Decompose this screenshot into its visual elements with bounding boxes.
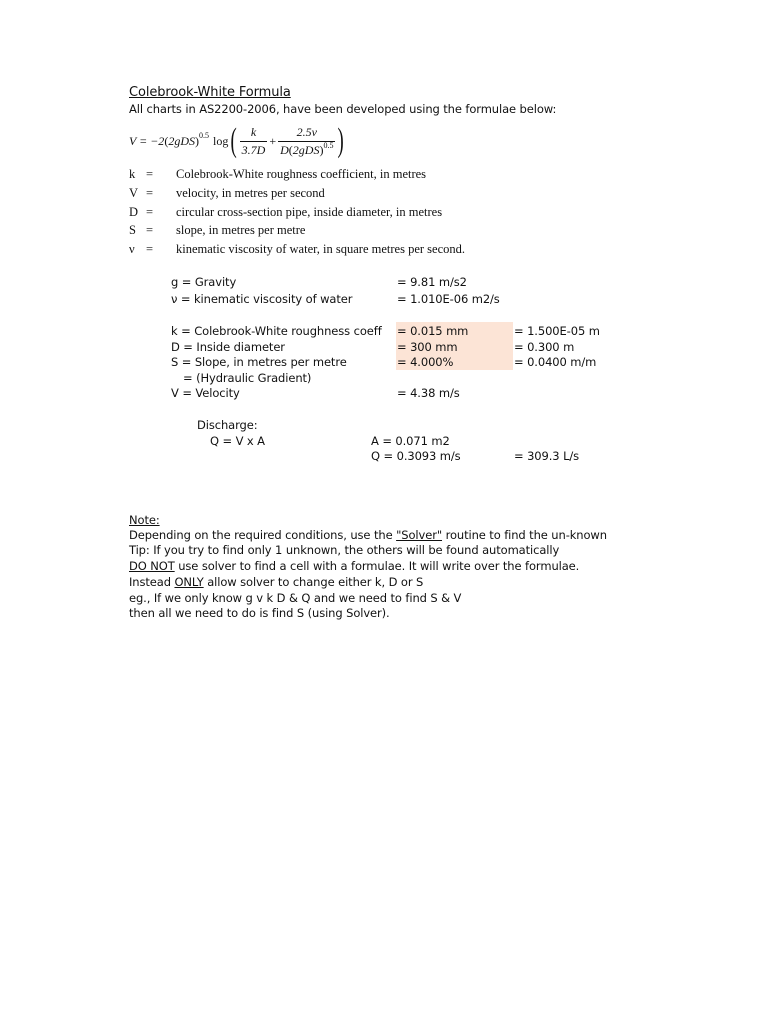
def-desc-v: velocity, in metres per second (176, 186, 325, 200)
def-sym-k: k (129, 167, 136, 181)
note-line-6: then all we need to do is find S (using Solver). (129, 606, 390, 620)
formula-big-paren-open: ( (230, 122, 238, 159)
do-not-emphasis: DO NOT (129, 559, 175, 573)
def-eq: = (146, 223, 154, 237)
formula-paren-open: ( (164, 133, 169, 148)
def-desc-k: Colebrook-White roughness coefficient, in metres (176, 167, 427, 181)
def-eq: = (146, 242, 154, 256)
velocity-label: V = Velocity (171, 386, 240, 400)
note-heading: Note: (129, 513, 160, 527)
fraction-2-denominator: $D(2gDS)^{0.5}$ (280, 140, 334, 157)
input-d-converted: = 0.300 m (514, 340, 575, 354)
def-desc-d: circular cross-section pipe, inside diameter, in metres (176, 205, 443, 219)
note-line-5: eg., If we only know g v k D & Q and we need to find S & V (129, 591, 462, 605)
def-desc-nu: kinematic viscosity of water, in square metres per second. (176, 242, 465, 256)
input-k-value[interactable]: = 0.015 mm (397, 324, 469, 338)
page-title: Colebrook-White Formula (129, 85, 291, 100)
fraction-2-numerator: 2.5ν (278, 125, 335, 142)
const-gravity-value: = 9.81 m/s2 (397, 275, 467, 289)
colebrook-formula (129, 119, 347, 163)
formula-log: log (212, 133, 229, 148)
fraction-1-denominator: 3.7D (241, 142, 266, 157)
note-line-3: DO NOT use solver to find a cell with a formulae. It will write over the formulae. (129, 559, 580, 573)
hydraulic-gradient-note: = (Hydraulic Gradient) (183, 371, 312, 385)
discharge-q: Q = 0.3093 m/s (371, 449, 461, 463)
discharge-formula: Q = V x A (210, 434, 265, 448)
const-viscosity-label: ν = kinematic viscosity of water (171, 292, 353, 306)
formula-lhs: V = −2 (129, 133, 165, 148)
formula-plus: + (269, 133, 277, 148)
formula-big-paren-close: ) (338, 122, 345, 159)
note-line-4: Instead ONLY allow solver to change either k, D or S (129, 575, 424, 589)
only-emphasis: ONLY (174, 575, 204, 589)
def-eq: = (146, 186, 154, 200)
formula-inner: 2gDS (168, 133, 195, 148)
const-viscosity-value: = 1.010E-06 m2/s (397, 292, 500, 306)
formula-fraction-2 (278, 125, 335, 158)
input-k-converted: = 1.500E-05 m (514, 324, 600, 338)
def-eq: = (146, 167, 154, 181)
solver-link: "Solver" (396, 528, 443, 542)
input-s-label: S = Slope, in metres per metre (171, 355, 347, 369)
input-s-value[interactable]: = 4.000% (397, 355, 454, 369)
note-line-2: Tip: If you try to find only 1 unknown, the others will be found automatically (129, 543, 560, 557)
def-sym-d: D (129, 205, 139, 219)
def-sym-nu: ν (129, 242, 135, 256)
formula-exponent: 0.5 (198, 130, 209, 140)
def-sym-v: V (129, 186, 139, 200)
const-gravity-label: g = Gravity (171, 275, 237, 289)
discharge-area: A = 0.071 m2 (371, 434, 450, 448)
note-line-1: Depending on the required conditions, use the "Solver" routine to find the un-known (129, 528, 607, 542)
def-sym-s: S (129, 223, 136, 237)
input-d-value[interactable]: = 300 mm (397, 340, 458, 354)
discharge-q-litres: = 309.3 L/s (514, 449, 580, 463)
formula-fraction-1 (240, 125, 268, 158)
def-desc-s: slope, in metres per metre (176, 223, 306, 237)
fraction-1-numerator: k (240, 125, 268, 142)
input-d-label: D = Inside diameter (171, 340, 285, 354)
input-s-converted: = 0.0400 m/m (514, 355, 597, 369)
velocity-value: = 4.38 m/s (397, 386, 460, 400)
intro-text: All charts in AS2200-2006, have been developed using the formulae below: (129, 102, 557, 116)
input-k-label: k = Colebrook-White roughness coeff (171, 324, 382, 338)
formula-paren-close: ) (194, 133, 199, 148)
def-eq: = (146, 205, 154, 219)
discharge-heading: Discharge: (197, 418, 258, 432)
